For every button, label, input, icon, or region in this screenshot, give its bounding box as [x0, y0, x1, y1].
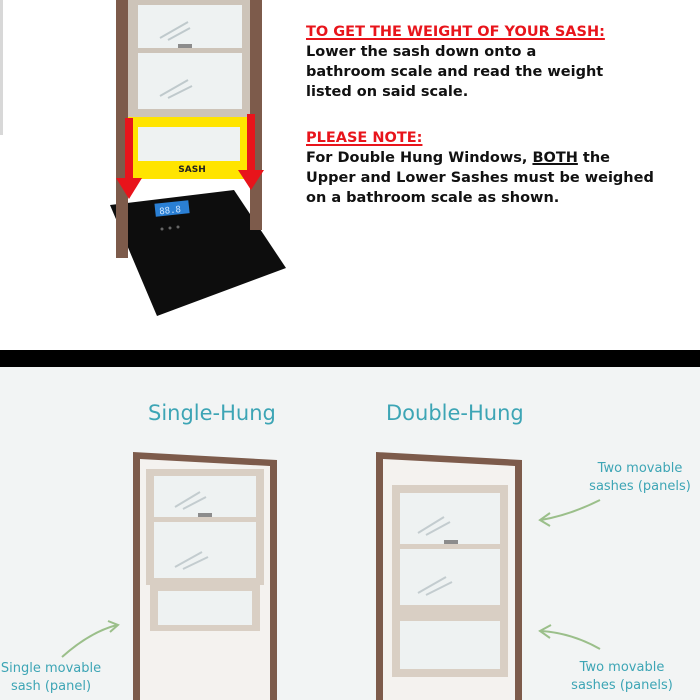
- scale-display-readout: 88.8: [158, 205, 182, 218]
- note-line: [306, 148, 654, 168]
- two-movable-callout-bottom: Two movable sashes (panels): [571, 660, 673, 693]
- window-upper-glass: [138, 5, 242, 109]
- weight-heading: TO GET THE WEIGHT OF YOUR SASH:: [306, 24, 605, 40]
- weight-line: listed on said scale.: [306, 84, 469, 100]
- down-arrow-left-shaft: [125, 118, 133, 180]
- note-line-end: the: [577, 150, 610, 166]
- window-type-comparison: [0, 367, 700, 700]
- single-hung-title: Single-Hung: [148, 401, 276, 425]
- single-hung-upper-glass: [154, 476, 256, 578]
- note-instructions: [306, 128, 654, 208]
- double-hung-title: Double-Hung: [386, 401, 524, 425]
- window-comparison-illustrations: [0, 367, 700, 700]
- scale-button: [177, 226, 180, 229]
- note-line: on a bathroom scale as shown.: [306, 190, 560, 206]
- sash-label: SASH: [178, 165, 206, 175]
- double-hung-lower-glass: [400, 621, 500, 669]
- weight-line: bathroom scale and read the weight: [306, 64, 604, 80]
- sash-weighing-illustration: [0, 0, 300, 350]
- note-line-start: For Double Hung Windows,: [306, 150, 533, 166]
- single-hung-lock: [198, 513, 212, 517]
- note-line: Upper and Lower Sashes must be weighed: [306, 170, 654, 186]
- weight-line: Lower the sash down onto a: [306, 44, 537, 60]
- double-hung-lock: [444, 540, 458, 544]
- single-movable-callout: Single movable sash (panel): [0, 661, 102, 694]
- single-hung-lower-glass: [158, 591, 252, 625]
- section-divider: [0, 350, 700, 367]
- down-arrow-right-shaft: [247, 114, 255, 172]
- note-heading: PLEASE NOTE:: [306, 130, 423, 146]
- sash-lock: [178, 44, 192, 48]
- weight-instructions: [306, 22, 605, 102]
- two-movable-callout-top: Two movable sashes (panels): [589, 461, 691, 494]
- scale-button: [169, 227, 172, 230]
- callout-arrow-double-bottom: [541, 631, 600, 649]
- callout-arrow-single: [62, 625, 117, 657]
- upper-sash-muntin: [138, 48, 242, 53]
- single-hung-muntin: [154, 517, 256, 522]
- callout-arrow-double-top: [541, 500, 600, 520]
- double-hung-muntin: [400, 544, 500, 549]
- scale-button: [161, 228, 164, 231]
- note-emphasis: BOTH: [532, 150, 578, 166]
- lower-sash-glass: [138, 127, 240, 161]
